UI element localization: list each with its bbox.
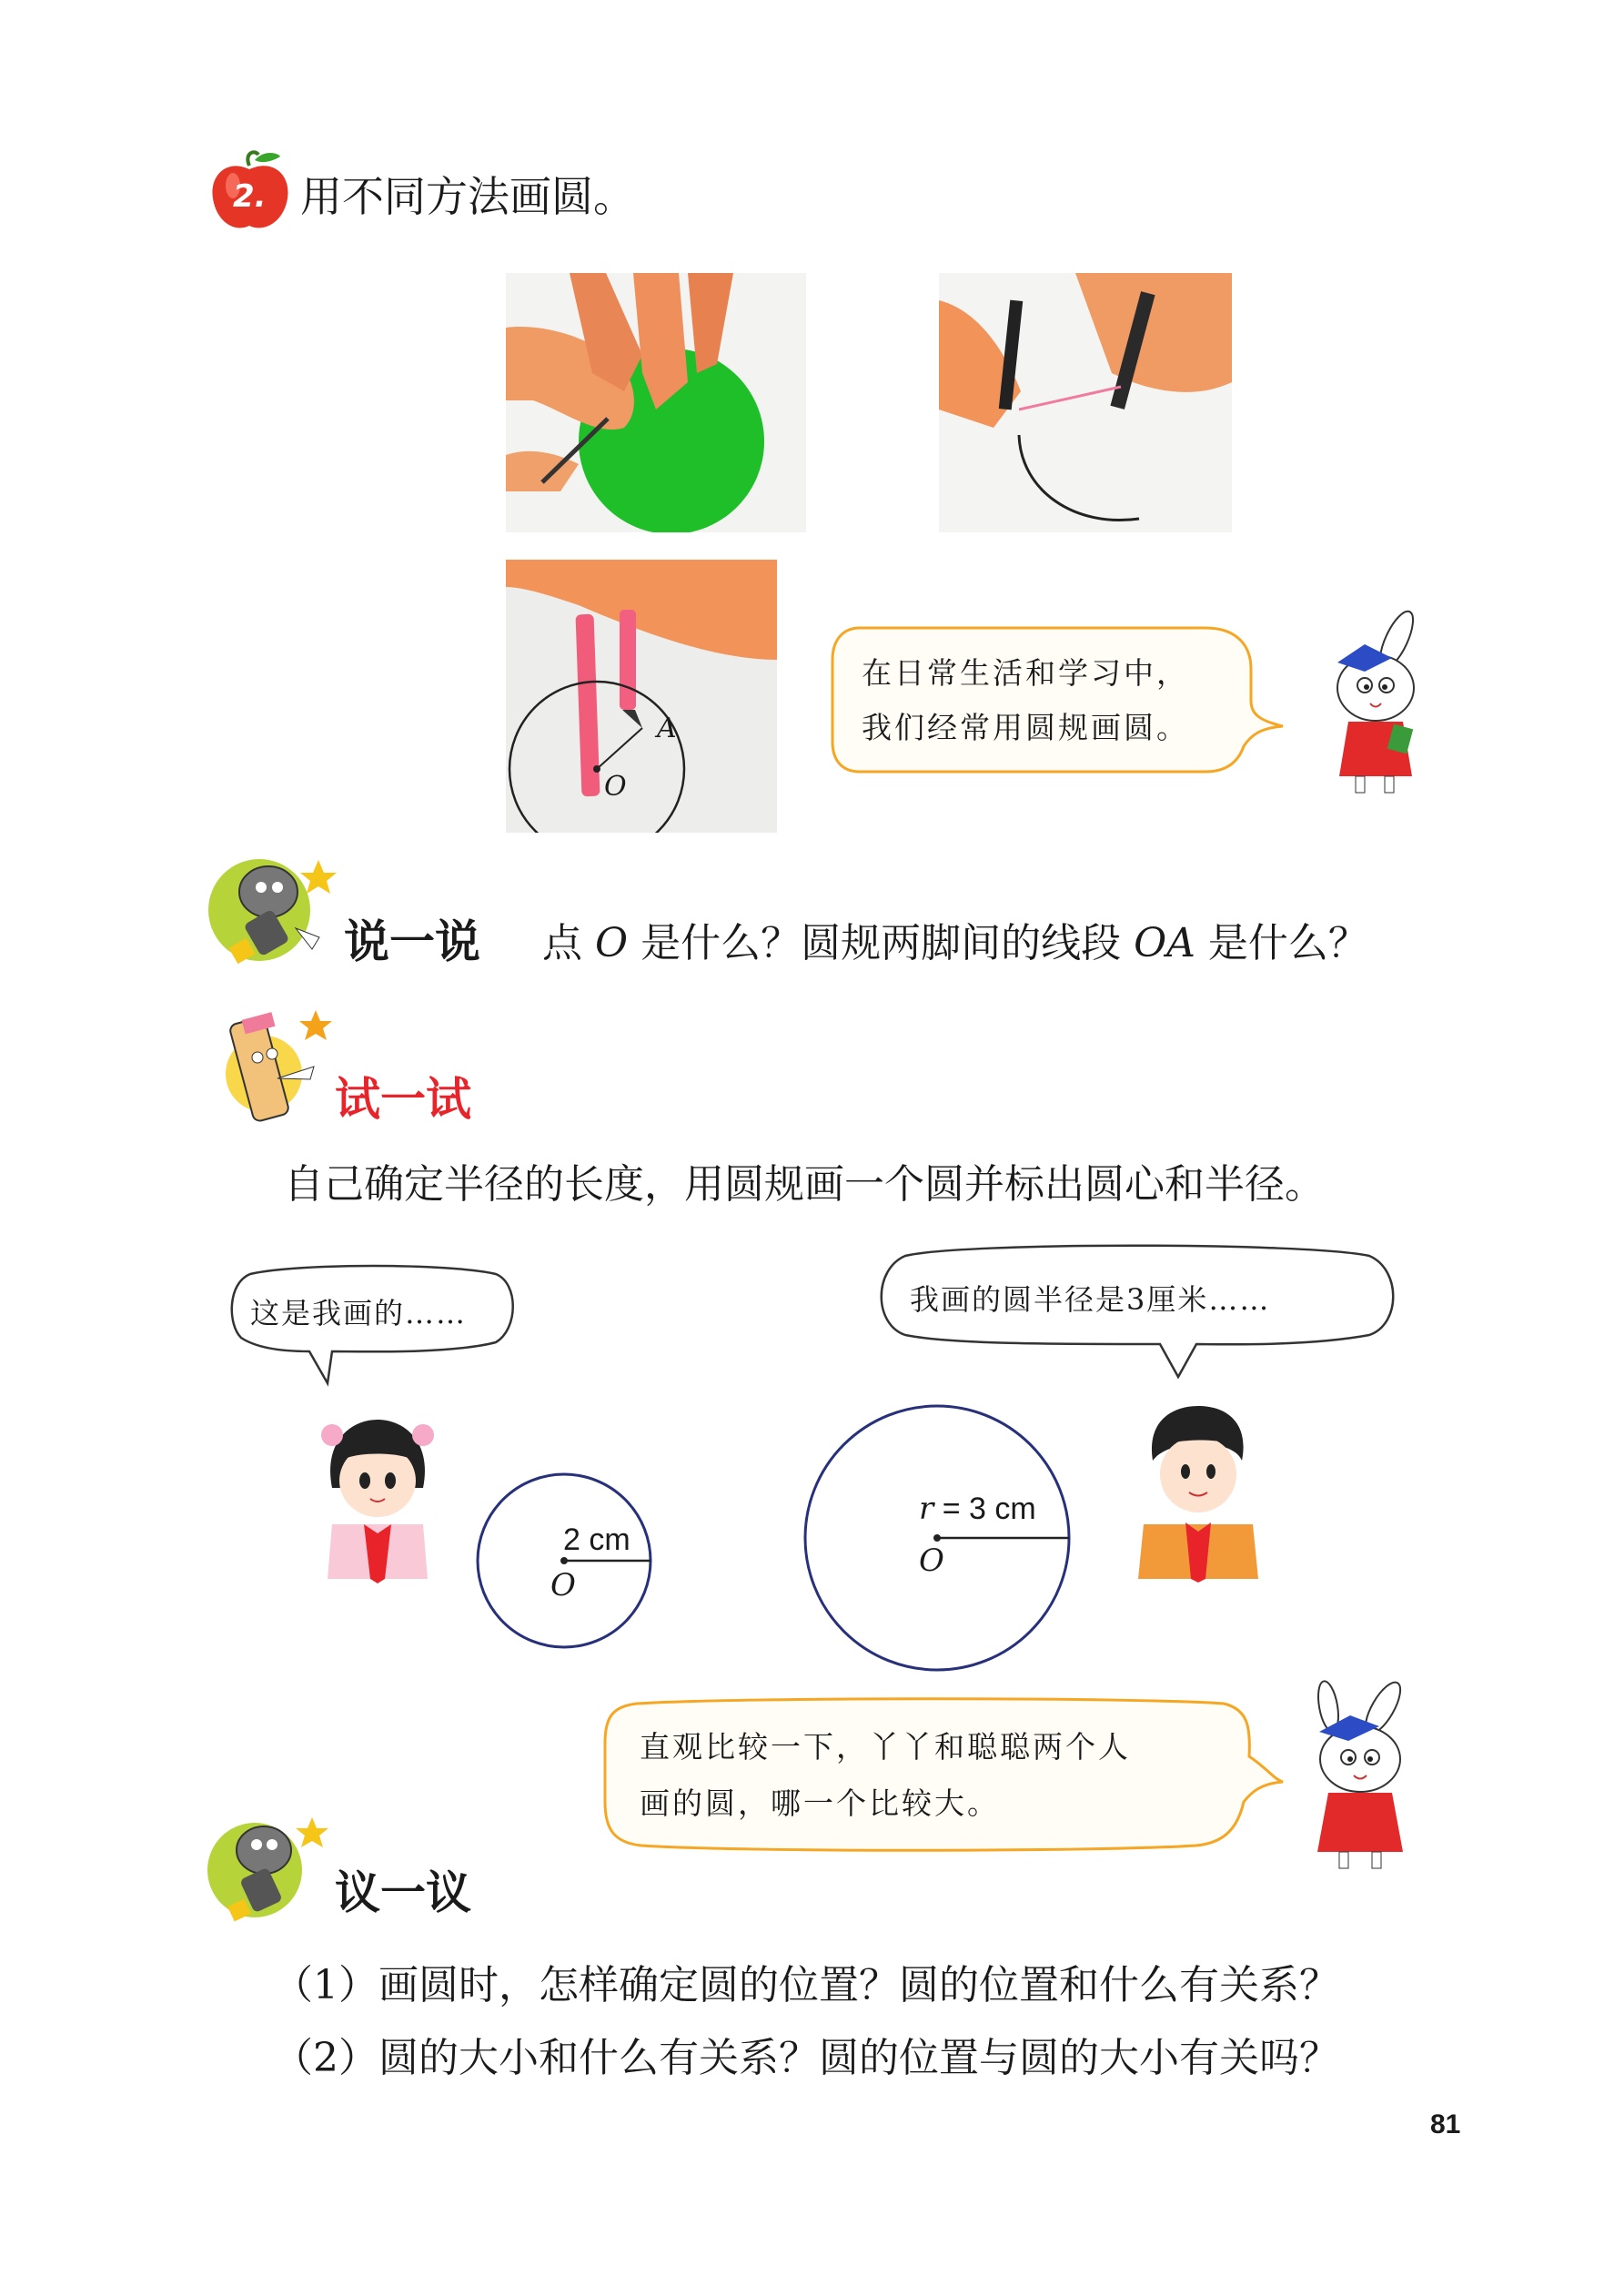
boy-radius-value: = 3 cm <box>933 1492 1036 1526</box>
rabbit-bubble-1-line-1: 在日常生活和学习中， <box>862 655 1189 691</box>
rabbit-character-1 <box>1310 608 1437 804</box>
say-q-point-o: O <box>595 920 629 966</box>
say-q-part-1: 点 <box>542 920 595 966</box>
try-instruction: 自己确定半径的长度，用圆规画一个圆并标出圆心和半径。 <box>284 1161 1325 1208</box>
girl-circle-drawing <box>469 1470 660 1652</box>
try-section-label: 试一试 <box>335 1073 471 1126</box>
photo-string-method <box>939 273 1232 532</box>
apple-number-icon <box>207 146 291 235</box>
say-q-part-2: 是什么？圆规两脚间的线段 <box>628 920 1135 966</box>
say-q-part-3: 是什么？ <box>1195 920 1368 966</box>
boy-speech-bubble <box>869 1233 1406 1388</box>
girl-center-label: O <box>550 1567 576 1603</box>
say-q-segment-oa: OA <box>1134 920 1195 966</box>
girl-bubble-text: 这是我画的…… <box>250 1296 468 1330</box>
try-section-icon <box>223 1001 332 1142</box>
say-section-label: 说一说 <box>344 915 480 968</box>
photo-compass <box>506 560 777 833</box>
boy-center-label: O <box>919 1542 944 1579</box>
boy-radius-label <box>919 1491 1036 1527</box>
rabbit-bubble-2-line-1: 直观比较一下，丫丫和聪聪两个人 <box>640 1729 1131 1765</box>
speech-bubble-rabbit-2 <box>596 1693 1287 1856</box>
girl-radius-label: 2 cm <box>563 1522 630 1557</box>
boy-bubble-text: 我画的圆半径是3厘米…… <box>910 1282 1271 1317</box>
compass-label-a: A <box>657 713 677 744</box>
say-section-icon <box>205 842 337 978</box>
boy-character <box>1133 1388 1260 1583</box>
girl-character <box>314 1397 441 1588</box>
boy-radius-r: r <box>919 1491 934 1527</box>
say-section-question <box>542 910 1368 968</box>
discuss-section-icon <box>205 1797 332 1934</box>
heading-number: 2. <box>233 178 267 215</box>
compass-label-o: O <box>604 771 627 803</box>
discuss-section-label: 议一议 <box>335 1866 471 1919</box>
discuss-item-2: （2）圆的大小和什么有关系？圆的位置与圆的大小有关吗？ <box>273 2035 1339 2081</box>
girl-speech-bubble <box>223 1256 523 1392</box>
discuss-item-1: （1）画圆时，怎样确定圆的位置？圆的位置和什么有关系？ <box>273 1962 1339 2008</box>
boy-circle-drawing <box>796 1397 1078 1679</box>
rabbit-bubble-1-line-2: 我们经常用圆规画圆。 <box>862 710 1189 745</box>
rabbit-character-2 <box>1292 1679 1428 1875</box>
photo-trace-disc <box>506 273 806 532</box>
page-number: 81 <box>1430 2109 1461 2139</box>
heading-title: 用不同方法画圆。 <box>300 172 635 221</box>
rabbit-bubble-2-line-2: 画的圆，哪一个比较大。 <box>640 1785 1000 1821</box>
speech-bubble-rabbit-1 <box>823 619 1296 787</box>
